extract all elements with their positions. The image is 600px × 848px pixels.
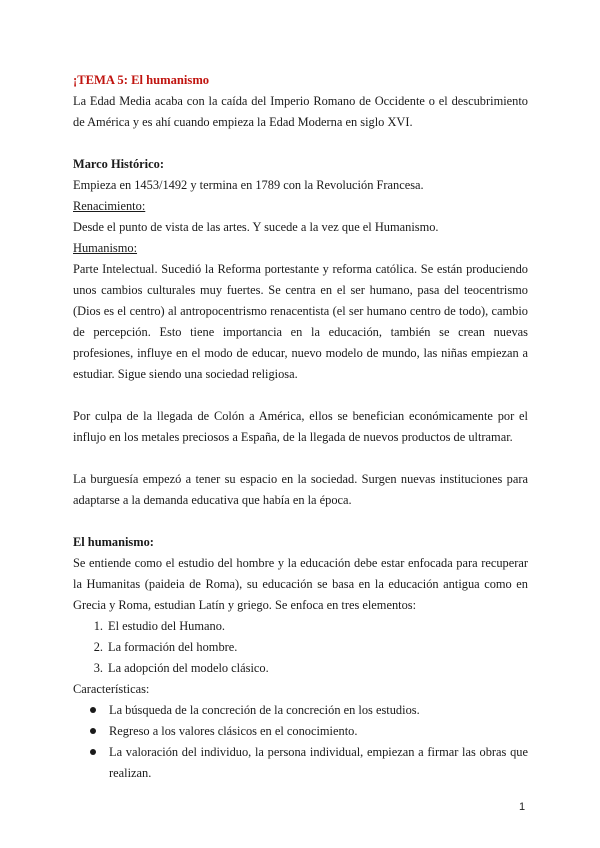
intro-paragraph: La Edad Media acaba con la caída del Imperio Romano de Occidente o el descubrimiento de América y es ahí cuando empieza la Edad Moderna en siglo XVI. (73, 94, 528, 129)
list-item: La búsqueda de la concreción de la concreción en los estudios. (73, 700, 528, 721)
elements-list (73, 616, 528, 679)
renacimiento-label: Renacimiento: (73, 199, 146, 213)
list-item: 3. La adopción del modelo clásico. (93, 661, 269, 675)
page-number: 1 (519, 801, 526, 813)
list-item: 1. El estudio del Humano. (93, 619, 226, 633)
colon-paragraph: Por culpa de la llegada de Colón a América, ellos se benefician económicamente por el influjo en los metales preciosos a España, de la llegada de nuevos productos de ultramar. (73, 409, 528, 444)
burguesia-paragraph: La burguesía empezó a tener su espacio en la sociedad. Surgen nuevas instituciones para adaptarse a la demanda educativa que había en la época. (73, 472, 528, 507)
marco-heading: Marco Histórico: (73, 157, 164, 171)
marco-text: Empieza en 1453/1492 y termina en 1789 con la Revolución Francesa. (73, 178, 424, 192)
bullet-icon (90, 707, 96, 713)
humanismo-definition: Se entiende como el estudio del hombre y la educación debe estar enfocada para recuperar la Humanitas (paideia de Roma), su educación se basa en la educación antigua como en Grecia y Roma, estudian Latín y griego. Se enfoca en tres elementos: (73, 556, 528, 612)
document-page (73, 70, 528, 784)
humanismo-paragraph: Parte Intelectual. Sucedió la Reforma portestante y reforma católica. Se están produciendo unos cambios culturales muy fuertes. Se centra en el ser humano, pasa del teocentrismo (Dios es el centro) al antropocentrismo renacentista (el ser humano centro de todo), cambio de percepción. Esto tiene importancia en la educación, también se crean nuevas profesiones, influye en el modo de educar, nuevo modelo de mundo, las niñas empiezan a estudiar. Sigue siendo una sociedad religiosa. (73, 262, 528, 381)
caracteristicas-label: Características: (73, 682, 150, 696)
list-item: 2. La formación del hombre. (93, 640, 238, 654)
list-item: La valoración del individuo, la persona individual, empiezan a firmar las obras que realizan. (73, 742, 528, 784)
list-item: Regreso a los valores clásicos en el conocimiento. (73, 721, 528, 742)
renacimiento-text: Desde el punto de vista de las artes. Y sucede a la vez que el Humanismo. (73, 220, 439, 234)
document-title: ¡TEMA 5: El humanismo (73, 73, 210, 87)
humanismo-label: Humanismo: (73, 241, 138, 255)
humanismo-heading: El humanismo: (73, 535, 154, 549)
caracteristicas-list (73, 700, 528, 784)
bullet-icon (90, 728, 96, 734)
bullet-icon (90, 749, 96, 755)
